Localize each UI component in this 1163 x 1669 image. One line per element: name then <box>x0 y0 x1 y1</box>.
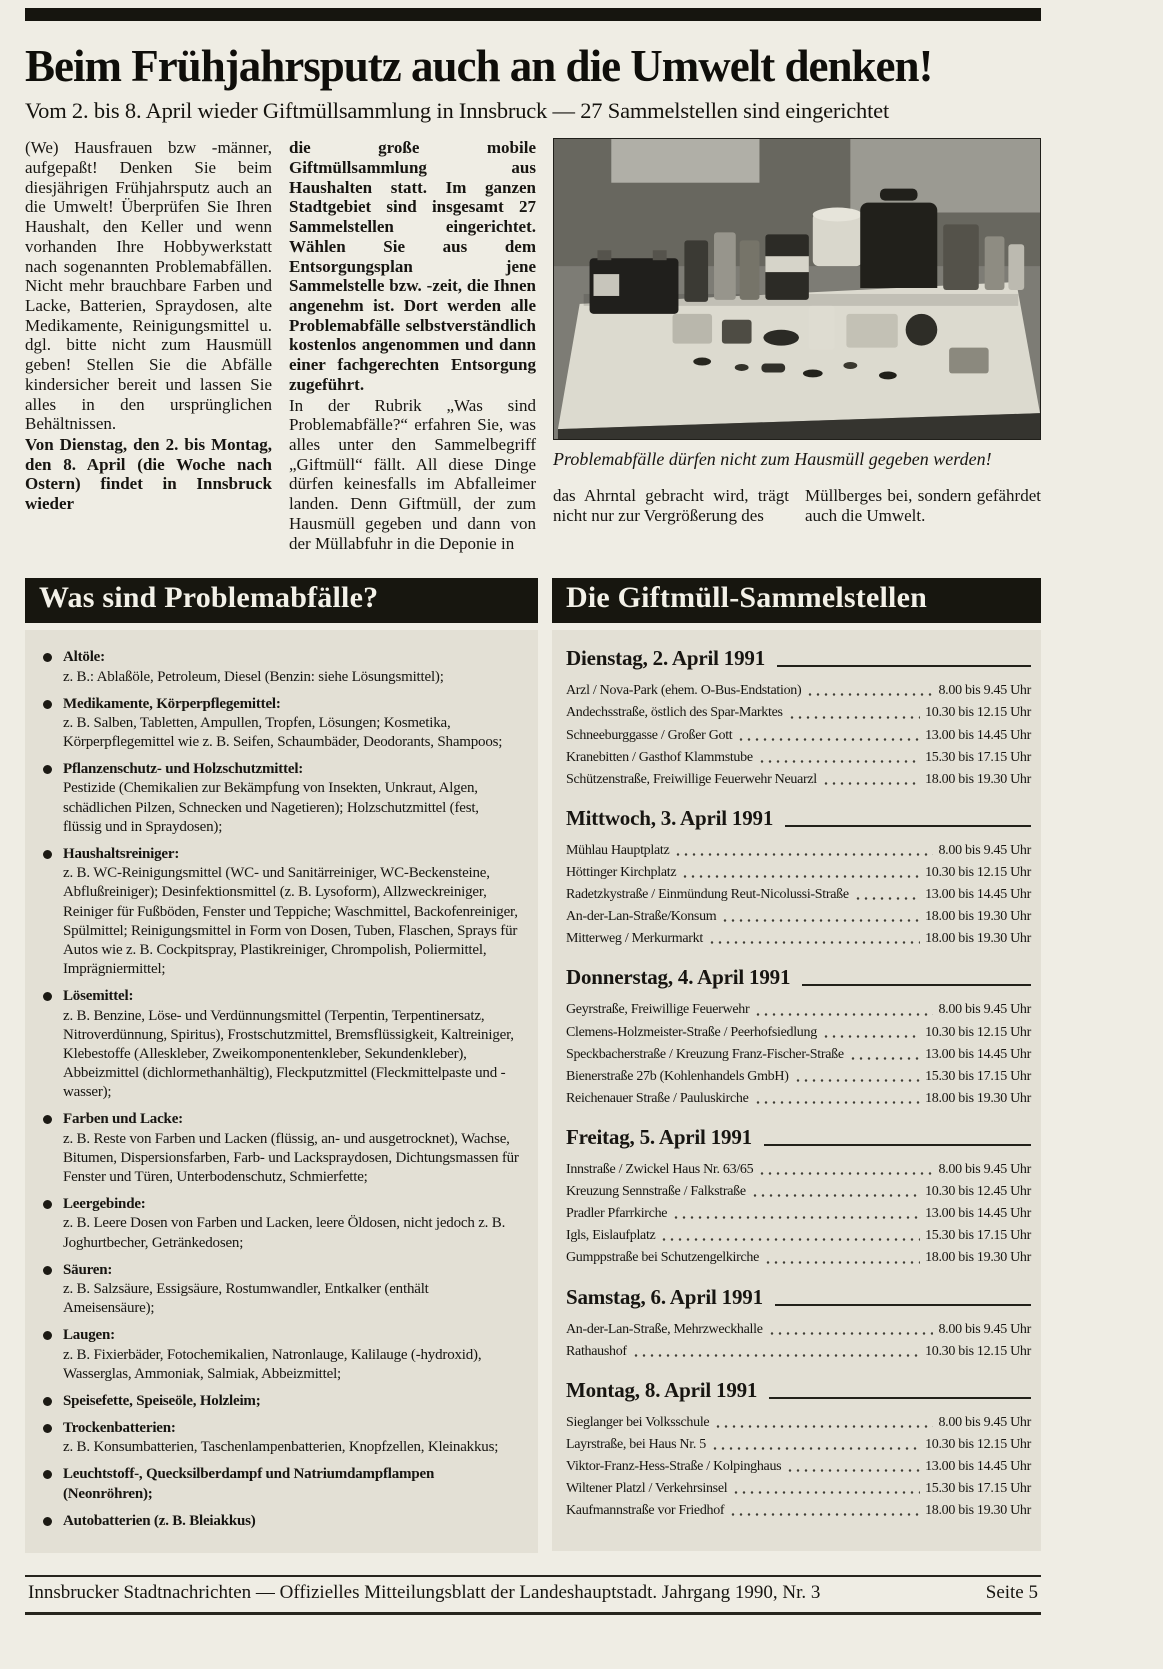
problem-item-text <box>63 1110 520 1187</box>
problem-item-heading: Laugen: <box>63 1327 115 1344</box>
article-paragraph: (We) Hausfrauen bzw -männer, aufgepaßt! Denken Sie beim diesjährigen Frühjahrsputz auch an die Umwelt! Überprüfen Sie Ihren Haushalt, den Keller und wenn vorhanden Ihre Hobbywerkstatt nach sogenannten Problemabfällen. Nicht mehr brauchbare Farben und Lacke, Batterien, Spraydosen, alte Medikamente, Reinigungsmittel u. dgl. bitte nicht zum Hausmüll geben! Stellen Sie die Abfälle kindersicher bereit und lassen Sie alles in den ursprünglichen Behältnissen. <box>25 138 272 434</box>
schedule-time: 8.00 bis 9.45 Uhr <box>938 1161 1031 1177</box>
problem-item-heading: Autobatterien (z. B. Bleiakkus) <box>63 1512 256 1529</box>
schedule-location: Gumppstraße bei Schutzengelkirche <box>566 1250 760 1266</box>
article-paragraph: In der Rubrik „Was sind Problemabfälle?“ erfahren Sie, was alles unter den Sammelbegriff „Giftmüll“ fällt. All diese Dinge dürfen keinesfalls im Abfalleimer landen. Denn Giftmüll, der zum Hausmüll gegeben und dann von der Müllabfuhr in die Deponie in <box>289 395 536 553</box>
schedule-row <box>566 680 1031 702</box>
day-heading-row <box>566 965 1031 990</box>
day-heading-row <box>566 806 1031 831</box>
dot-leader <box>822 1033 920 1040</box>
bullet-icon <box>43 653 52 662</box>
schedule-time: 15.30 bis 17.15 Uhr <box>925 1068 1031 1084</box>
dot-leader <box>794 1077 921 1084</box>
schedule-row <box>566 884 1031 906</box>
problem-item-body: z. B.: Ablaßöle, Petroleum, Diesel (Benzin: siehe Lösungsmittel); <box>63 668 444 685</box>
schedule-row <box>566 747 1031 769</box>
info-sections <box>25 578 1041 1553</box>
schedule-row <box>566 1044 1031 1066</box>
schedule-day <box>566 1378 1031 1523</box>
dot-leader <box>632 1352 920 1359</box>
schedule-row <box>566 1500 1031 1522</box>
footer-page-number: Seite 5 <box>985 1582 1038 1604</box>
bullet-icon <box>43 700 52 709</box>
schedule-location: Wiltener Platzl / Verkehrsinsel <box>566 1481 728 1497</box>
schedule-time: 13.00 bis 14.45 Uhr <box>925 1458 1031 1474</box>
schedule-location: Layrstraße, bei Haus Nr. 5 <box>566 1436 706 1452</box>
schedule-time: 10.30 bis 12.45 Uhr <box>925 1184 1031 1200</box>
problem-item-heading: Pflanzenschutz- und Holzschutzmittel: <box>63 761 304 778</box>
schedule-row <box>566 862 1031 884</box>
schedule-location: Rathaushof <box>566 1343 627 1359</box>
schedule-list <box>552 630 1041 1551</box>
schedule-row <box>566 999 1031 1021</box>
schedule-row <box>566 1203 1031 1225</box>
dot-leader <box>729 1511 920 1518</box>
schedule-time: 15.30 bis 17.15 Uhr <box>925 749 1031 765</box>
day-heading: Donnerstag, 4. April 1991 <box>566 965 791 990</box>
problem-item-heading: Leuchtstoff-, Quecksilberdampf und Natriumdampflampen (Neonröhren); <box>63 1466 435 1502</box>
schedule-location: Kreuzung Sennstraße / Falkstraße <box>566 1184 746 1200</box>
dot-leader <box>737 736 920 743</box>
day-heading: Dienstag, 2. April 1991 <box>566 646 765 671</box>
schedule-location: Arzl / Nova-Park (ehem. O-Bus-Endstation) <box>566 683 802 699</box>
problem-item-body: Pestizide (Chemikalien zur Bekämpfung von Insekten, Unkraut, Algen, schädlichen Pilzen, Schnecken und Nagetieren); Holzschutzmittel (fest, flüssig und in Spraydosen); <box>63 780 479 835</box>
schedule-location: Höttinger Kirchplatz <box>566 865 677 880</box>
schedule-day <box>566 1125 1031 1270</box>
schedule-row <box>566 1247 1031 1269</box>
schedule-row <box>566 906 1031 928</box>
day-rule <box>775 1304 1031 1306</box>
article-continuation-column-2: Müllberges bei, sondern gefährdet auch die Umwelt. <box>805 486 1041 525</box>
bullet-icon <box>43 1424 52 1433</box>
schedule-location: An-der-Lan-Straße/Konsum <box>566 909 717 925</box>
problem-item-text <box>63 1512 520 1531</box>
lead-article <box>25 138 1041 554</box>
dot-leader <box>674 851 933 858</box>
dot-leader <box>788 714 920 721</box>
article-paragraph-bold: die große mobile Giftmüllsammlung aus Haushalten statt. Im ganzen Stadtgebiet sind insgesamt 27 Sammelstellen eingerichtet. Wählen Sie aus dem Entsorgungsplan jene Sammelstelle bzw. -zeit, die Ihnen angenehm ist. Dort werden alle Problemabfälle selbstverständlich kostenlos angenommen und dann einer fachgerechten Entsorgung zugeführt. <box>289 138 536 394</box>
schedule-section <box>552 578 1041 1551</box>
schedule-location: Schneeburggasse / Großer Gott <box>566 727 733 743</box>
problem-item-heading: Lösemittel: <box>63 988 134 1005</box>
schedule-location: Innstraße / Zwickel Haus Nr. 63/65 <box>566 1161 754 1177</box>
bullet-icon <box>43 1517 52 1526</box>
dot-leader <box>786 1467 920 1474</box>
schedule-row <box>566 702 1031 724</box>
problem-item-text <box>63 987 520 1102</box>
dot-leader <box>758 758 920 765</box>
schedule-location: Andechsstraße, östlich des Spar-Marktes <box>566 705 783 721</box>
schedule-row <box>566 1434 1031 1456</box>
schedule-row <box>566 769 1031 791</box>
problem-item <box>43 1465 520 1503</box>
schedule-location: Pradler Pfarrkirche <box>566 1206 668 1222</box>
problem-item-body: z. B. Konsumbatterien, Taschenlampenbatterien, Knopfzellen, Kleinakkus; <box>63 1439 499 1456</box>
problem-item-text <box>63 648 520 686</box>
schedule-row <box>566 1456 1031 1478</box>
problem-item-text <box>63 1326 520 1384</box>
bullet-icon <box>43 1115 52 1124</box>
schedule-row <box>566 1088 1031 1110</box>
dot-leader <box>754 1099 921 1106</box>
dot-leader <box>758 1170 933 1177</box>
problem-item <box>43 1261 520 1319</box>
bullet-icon <box>43 850 52 859</box>
problem-item-text <box>63 1195 520 1253</box>
schedule-location: Radetzkystraße / Einmündung Reut-Nicolussi-Straße <box>566 887 849 903</box>
problem-item-text <box>63 1392 520 1411</box>
schedule-location: Kaufmannstraße vor Friedhof <box>566 1503 725 1519</box>
problem-item-heading: Speisefette, Speiseöle, Holzleim; <box>63 1392 261 1409</box>
dot-leader <box>754 1011 933 1018</box>
problem-item <box>43 1326 520 1384</box>
problem-item-heading: Säuren: <box>63 1261 113 1278</box>
problem-item-heading: Altöle: <box>63 649 105 666</box>
problem-item <box>43 1512 520 1531</box>
schedule-time: 8.00 bis 9.45 Uhr <box>938 842 1031 858</box>
schedule-time: 18.00 bis 19.30 Uhr <box>925 1503 1031 1519</box>
day-rule <box>764 1144 1031 1146</box>
dot-leader <box>822 780 920 787</box>
schedule-time: 10.30 bis 12.15 Uhr <box>925 1024 1031 1040</box>
problem-item-body: z. B. Salben, Tabletten, Ampullen, Tropfen, Lösungen; Kosmetika, Körperpflegemittel wie z. B. Seifen, Schaumbäder, Deodorants, Shampoos; <box>63 714 503 751</box>
newspaper-page <box>25 0 1041 1615</box>
dot-leader <box>849 1055 920 1062</box>
problem-item <box>43 648 520 686</box>
schedule-row <box>566 1478 1031 1500</box>
photo-caption: Problemabfälle dürfen nicht zum Hausmüll gegeben werden! <box>553 449 992 470</box>
schedule-location: Geyrstraße, Freiwillige Feuerwehr <box>566 1002 750 1018</box>
problem-item-heading: Farben und Lacke: <box>63 1111 183 1128</box>
dot-leader <box>681 873 920 880</box>
schedule-day <box>566 806 1031 951</box>
problem-item-body: z. B. Fixierbäder, Fotochemikalien, Natronlauge, Kalilauge (-hydroxid), Wasserglas, Ammoniak, Salmiak, Abbeizmittel; <box>63 1346 482 1382</box>
problem-section-header: Was sind Problemabfälle? <box>25 578 538 623</box>
schedule-time: 18.00 bis 19.30 Uhr <box>925 1090 1031 1106</box>
day-rule <box>785 825 1031 827</box>
schedule-row <box>566 1225 1031 1247</box>
dot-leader <box>768 1330 934 1337</box>
page-title: Beim Frühjahrsputz auch an die Umwelt denken! <box>25 41 933 91</box>
article-continuation <box>553 486 1041 525</box>
problem-waste-photo <box>553 138 1041 440</box>
footer-imprint: Innsbrucker Stadtnachrichten — Offizielles Mitteilungsblatt der Landeshauptstadt. Jahrgang 1990, Nr. 3 <box>28 1582 821 1604</box>
day-rule <box>769 1397 1031 1399</box>
problem-item <box>43 695 520 753</box>
problem-item-heading: Trockenbatterien: <box>63 1420 176 1437</box>
day-heading: Freitag, 5. April 1991 <box>566 1124 752 1149</box>
schedule-row <box>566 1066 1031 1088</box>
problem-item <box>43 1195 520 1253</box>
schedule-location: Clemens-Holzmeister-Straße / Peerhofsiedlung <box>566 1024 817 1040</box>
schedule-time: 13.00 bis 14.45 Uhr <box>925 1206 1031 1222</box>
day-heading: Samstag, 6. April 1991 <box>566 1284 763 1309</box>
bullet-icon <box>43 1470 52 1479</box>
dot-leader <box>764 1259 920 1266</box>
bullet-icon <box>43 765 52 774</box>
dot-leader <box>711 1445 920 1452</box>
dot-leader <box>854 895 920 902</box>
schedule-time: 10.30 bis 12.15 Uhr <box>925 1436 1031 1452</box>
schedule-row <box>566 1159 1031 1181</box>
schedule-row <box>566 1341 1031 1363</box>
dot-leader <box>660 1236 920 1243</box>
schedule-day <box>566 965 1031 1110</box>
schedule-location: Igls, Eislaufplatz <box>566 1228 656 1244</box>
day-heading-row <box>566 1285 1031 1310</box>
schedule-time: 15.30 bis 17.15 Uhr <box>925 1481 1031 1497</box>
day-rule <box>777 665 1031 667</box>
schedule-location: Reichenauer Straße / Pauluskirche <box>566 1090 749 1106</box>
schedule-time: 15.30 bis 17.15 Uhr <box>925 1228 1031 1244</box>
day-heading-row <box>566 1125 1031 1150</box>
problem-item-text <box>63 760 520 837</box>
day-heading-row <box>566 646 1031 671</box>
problem-item-text <box>63 845 520 979</box>
dot-leader <box>708 939 920 946</box>
day-rule <box>802 984 1031 986</box>
schedule-location: Schützenstraße, Freiwillige Feuerwehr Neuarzl <box>566 771 817 787</box>
schedule-location: Viktor-Franz-Hess-Straße / Kolpinghaus <box>566 1458 782 1474</box>
schedule-time: 8.00 bis 9.45 Uhr <box>938 1002 1031 1018</box>
schedule-time: 8.00 bis 9.45 Uhr <box>938 683 1031 699</box>
day-heading: Mittwoch, 3. April 1991 <box>566 805 774 830</box>
top-rule <box>25 8 1041 21</box>
schedule-time: 10.30 bis 12.15 Uhr <box>925 1343 1031 1359</box>
schedule-location: An-der-Lan-Straße, Mehrzweckhalle <box>566 1321 763 1337</box>
schedule-row <box>566 725 1031 747</box>
problem-item <box>43 760 520 837</box>
problem-item <box>43 1110 520 1187</box>
footer <box>25 1575 1041 1615</box>
article-photo-block <box>553 138 1041 554</box>
schedule-location: Mühlau Hauptplatz <box>566 842 670 858</box>
article-paragraph-bold: Von Dienstag, den 2. bis Montag, den 8. April (die Woche nach Ostern) findet in Innsbruck wieder <box>25 435 272 514</box>
article-column-2 <box>289 138 536 554</box>
schedule-time: 18.00 bis 19.30 Uhr <box>925 931 1031 947</box>
day-heading: Montag, 8. April 1991 <box>566 1377 758 1402</box>
bullet-icon <box>43 992 52 1001</box>
problem-item-text <box>63 1419 520 1457</box>
schedule-time: 18.00 bis 19.30 Uhr <box>925 1250 1031 1266</box>
dot-leader <box>721 917 920 924</box>
dot-leader <box>732 1489 920 1496</box>
schedule-row <box>566 1181 1031 1203</box>
schedule-row <box>566 1319 1031 1341</box>
problem-item <box>43 1392 520 1411</box>
problem-item-text <box>63 695 520 753</box>
problem-item <box>43 845 520 979</box>
schedule-location: Mitterweg / Merkurmarkt <box>566 931 703 947</box>
schedule-time: 13.00 bis 14.45 Uhr <box>925 1046 1031 1062</box>
schedule-row <box>566 928 1031 950</box>
schedule-time: 13.00 bis 14.45 Uhr <box>925 727 1031 743</box>
dot-leader <box>672 1214 920 1221</box>
problem-item-body: z. B. WC-Reinigungsmittel (WC- und Sanitärreiniger, WC-Beckensteine, Abflußreiniger); Desinfektionsmittel (z. B. Lysoform), Allzweckreiniger, Reiniger für Fußböden, Fenster und Teppiche; Waschmittel, Backofenreiniger, Spülmittel; Reinigungsmittel in Form von Dosen, Tuben, Flaschen, Sprays für Autos wie z. B. Cockpitspray, Plastikreiniger, Chrompolish, Poliermittel, Imprägniermittel; <box>63 865 518 978</box>
schedule-section-header: Die Giftmüll-Sammelstellen <box>552 578 1041 623</box>
problem-item-body: z. B. Reste von Farben und Lacken (flüssig, an- und ausgetrocknet), Wachse, Bitumen, Dispersionsfarben, Farb- und Lackspraydosen, Dichtungsmassen für Fenster und Türen, Unterbodenschutz, Schmierfette; <box>63 1130 519 1186</box>
problem-item-heading: Leergebinde: <box>63 1196 146 1213</box>
schedule-location: Kranebitten / Gasthof Klammstube <box>566 749 753 765</box>
problem-item-body: z. B. Leere Dosen von Farben und Lacken, leere Öldosen, nicht jedoch z. B. Joghurtbecher, Getränkedosen; <box>63 1215 506 1251</box>
schedule-row <box>566 1412 1031 1434</box>
dot-leader <box>751 1192 920 1199</box>
schedule-row <box>566 1022 1031 1044</box>
schedule-time: 13.00 bis 14.45 Uhr <box>925 887 1031 903</box>
bullet-icon <box>43 1266 52 1275</box>
bullet-icon <box>43 1397 52 1406</box>
problem-item-heading: Medikamente, Körperpflegemittel: <box>63 695 281 712</box>
schedule-time: 18.00 bis 19.30 Uhr <box>925 771 1031 787</box>
schedule-location: Speckbacherstraße / Kreuzung Franz-Fischer-Straße <box>566 1046 844 1062</box>
article-column-1 <box>25 138 272 554</box>
problem-list <box>25 630 538 1553</box>
dot-leader <box>714 1423 933 1430</box>
schedule-location: Sieglanger bei Volksschule <box>566 1414 710 1430</box>
bullet-icon <box>43 1200 52 1209</box>
dot-leader <box>806 691 933 698</box>
page-subtitle: Vom 2. bis 8. April wieder Giftmüllsammlung in Innsbruck — 27 Sammelstellen sind eingerichtet <box>25 98 889 124</box>
schedule-time: 10.30 bis 12.15 Uhr <box>925 865 1031 880</box>
schedule-time: 8.00 bis 9.45 Uhr <box>938 1321 1031 1337</box>
day-heading-row <box>566 1378 1031 1403</box>
problem-item-heading: Haushaltsreiniger: <box>63 846 180 863</box>
bullet-icon <box>43 1331 52 1340</box>
problem-item <box>43 987 520 1102</box>
problem-item <box>43 1419 520 1457</box>
problem-section <box>25 578 538 1553</box>
schedule-day <box>566 646 1031 791</box>
schedule-row <box>566 840 1031 862</box>
problem-item-body: z. B. Salzsäure, Essigsäure, Rostumwandler, Entkalker (enthält Ameisensäure); <box>63 1280 429 1317</box>
article-continuation-column-1: das Ahrntal gebracht wird, trägt nicht nur zur Vergrößerung des <box>553 486 789 525</box>
schedule-location: Bienerstraße 27b (Kohlenhandels GmbH) <box>566 1068 789 1084</box>
schedule-day <box>566 1285 1031 1363</box>
schedule-time: 8.00 bis 9.45 Uhr <box>938 1414 1031 1430</box>
problem-item-body: z. B. Benzine, Löse- und Verdünnungsmittel (Terpentin, Terpentinersatz, Nitroverdünnung, Spiritus), Frostschutzmittel, Bremsflüssigkeit, Kaltreiniger, Klebestoffe (Alleskleber, Zweikomponentenkleber, Sekundenkleber), Abbeizmittel (dichlormethanhältig), Fleckputzmittel (Fleckmittelpaste und -wasser); <box>63 1007 514 1101</box>
schedule-time: 10.30 bis 12.15 Uhr <box>925 705 1031 721</box>
problem-item-text <box>63 1261 520 1319</box>
schedule-time: 18.00 bis 19.30 Uhr <box>925 909 1031 925</box>
problem-item-text <box>63 1465 520 1503</box>
